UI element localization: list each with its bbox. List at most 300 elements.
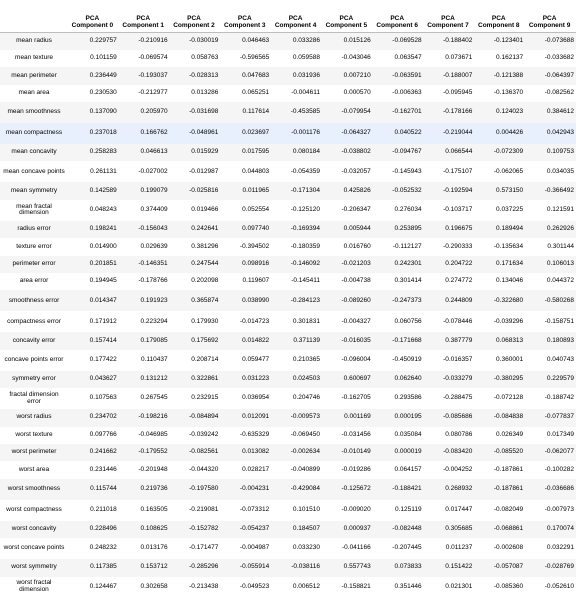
table-cell: 0.106013 [546, 259, 574, 267]
table-cell: -0.198216 [138, 413, 168, 421]
table-cell: -0.112127 [392, 242, 422, 250]
table-cell: 0.175692 [191, 336, 219, 344]
table-cell: 0.000570 [343, 88, 371, 96]
table-cell: -0.219081 [189, 505, 219, 513]
table-cell: -0.635329 [239, 430, 270, 438]
table-cell: 0.166762 [140, 129, 168, 137]
row-label: worst symmetry [11, 563, 57, 571]
table-cell: 0.231446 [89, 465, 117, 473]
index-header [0, 0, 68, 33]
table-cell: -0.040899 [290, 465, 320, 473]
table-cell: 0.204722 [445, 259, 473, 267]
table-cell: 0.119607 [242, 277, 270, 285]
table-row [0, 144, 576, 161]
table-cell: 0.098916 [242, 259, 270, 267]
table-cell: 0.205970 [140, 108, 168, 116]
table-cell: 0.080184 [292, 148, 320, 156]
table-row [0, 521, 576, 538]
table-cell: 0.351446 [394, 582, 422, 590]
table-cell: -0.021203 [341, 259, 371, 267]
table-cell: 0.244809 [445, 296, 473, 304]
table-cell: -0.049523 [239, 582, 270, 590]
table-cell: -0.136370 [493, 88, 524, 96]
table-cell: -0.078446 [443, 317, 473, 325]
table-cell: 0.059588 [292, 54, 320, 62]
table-cell: -0.095945 [443, 88, 473, 96]
table-cell: -0.004611 [291, 88, 320, 96]
table-cell: 0.033286 [292, 37, 320, 45]
table-cell: 0.248232 [89, 544, 117, 552]
table-cell: 0.151422 [445, 563, 473, 571]
table-cell: 0.210365 [292, 355, 320, 363]
table-cell: 0.063547 [394, 54, 422, 62]
table-cell: 0.044372 [546, 277, 574, 285]
table-row [0, 479, 576, 500]
table-cell: 0.037225 [496, 205, 524, 213]
table-cell: 0.013286 [191, 88, 219, 96]
table-cell: -0.121388 [493, 71, 524, 79]
table-row [0, 538, 576, 559]
table-cell: -0.206347 [341, 205, 371, 213]
table-cell: -0.145943 [392, 167, 422, 175]
table-cell: 0.115744 [90, 484, 117, 492]
table-cell: 0.258283 [89, 148, 117, 156]
table-cell: 0.162137 [496, 54, 524, 62]
table-cell: 0.234702 [89, 413, 117, 421]
table-cell: -0.019286 [341, 465, 371, 473]
table-row [0, 238, 576, 255]
table-row [0, 123, 576, 144]
table-row [0, 332, 576, 349]
table-cell: 0.387779 [445, 336, 473, 344]
table-cell: -0.073688 [544, 37, 574, 45]
table-cell: 0.047683 [242, 71, 270, 79]
table-cell: 0.211018 [90, 505, 117, 513]
table-cell: 0.101510 [292, 505, 320, 513]
table-cell: -0.193037 [138, 71, 168, 79]
row-label: smoothness error [8, 296, 60, 304]
table-cell: -0.069574 [138, 54, 168, 62]
table-cell: 0.117614 [242, 108, 270, 116]
table-cell: -0.007973 [544, 505, 574, 513]
table-cell: 0.124023 [496, 108, 524, 116]
table-cell: 0.065251 [242, 88, 270, 96]
table-cell: 0.237018 [89, 129, 117, 137]
table-cell: 0.013176 [140, 544, 168, 552]
table-cell: -0.057087 [493, 563, 524, 571]
table-cell: -0.004738 [341, 277, 371, 285]
table-cell: 0.073671 [445, 54, 473, 62]
table-cell: -0.064327 [341, 129, 371, 137]
table-cell: -0.123401 [493, 37, 524, 45]
table-cell: 0.097740 [242, 225, 270, 233]
table-cell: -0.002634 [290, 448, 320, 456]
row-label: mean concavity [11, 148, 57, 156]
row-label: radius error [17, 225, 51, 233]
table-cell: -0.145411 [291, 277, 320, 285]
table-cell: 0.253895 [394, 225, 422, 233]
table-row [0, 444, 576, 461]
table-cell: -0.146092 [290, 259, 320, 267]
table-cell: 0.223294 [140, 317, 168, 325]
column-header: PCA Component 0 [68, 0, 119, 33]
table-cell: -0.394502 [239, 242, 270, 250]
column-header: PCA Component 9 [525, 0, 576, 33]
row-label: mean fractal dimension [16, 202, 52, 217]
table-cell: -0.069450 [290, 430, 320, 438]
table-cell: 0.137090 [89, 108, 117, 116]
table-cell: 0.262926 [546, 225, 574, 233]
table-cell: 0.014347 [89, 296, 117, 304]
table-cell: 0.157414 [89, 336, 117, 344]
table-cell: -0.096004 [341, 355, 371, 363]
table-cell: 0.097766 [89, 430, 117, 438]
table-cell: -0.290333 [443, 242, 473, 250]
table-cell: 0.600697 [343, 375, 371, 383]
table-cell: 0.202098 [191, 277, 219, 285]
table-cell: 0.011237 [445, 544, 473, 552]
table-cell: 0.062640 [394, 375, 422, 383]
table-cell: -0.210916 [138, 37, 168, 45]
table-cell: 0.184507 [292, 525, 320, 533]
table-cell: 0.014822 [242, 336, 270, 344]
table-cell: 0.016760 [343, 242, 371, 250]
row-label: worst radius [16, 413, 52, 421]
table-cell: 0.381296 [191, 242, 219, 250]
table-cell: 0.134046 [496, 277, 524, 285]
table-cell: 0.013082 [242, 448, 270, 456]
table-cell: -0.036686 [544, 484, 574, 492]
table-cell: -0.004327 [341, 317, 371, 325]
table-cell: -0.188742 [544, 394, 574, 402]
table-cell: -0.009573 [290, 413, 320, 421]
column-header: PCA Component 1 [119, 0, 170, 33]
table-cell: -0.009020 [341, 505, 371, 513]
table-cell: 0.073833 [394, 563, 422, 571]
table-cell: -0.197580 [189, 484, 219, 492]
row-label: texture error [16, 242, 52, 250]
table-cell: -0.083420 [443, 448, 473, 456]
table-cell: -0.429084 [290, 484, 320, 492]
table-row [0, 50, 576, 67]
table-cell: -0.082049 [493, 505, 524, 513]
table-cell: -0.033682 [544, 54, 574, 62]
table-cell: 0.040522 [394, 129, 422, 137]
table-row [0, 273, 576, 290]
table-cell: 0.125119 [394, 505, 422, 513]
table-cell: -0.028769 [544, 563, 574, 571]
table-cell: -0.085520 [493, 448, 524, 456]
row-label: mean smoothness [7, 108, 61, 116]
table-cell: 0.042943 [546, 129, 574, 137]
table-cell: 0.028217 [242, 465, 270, 473]
table-cell: -0.055914 [239, 563, 270, 571]
table-cell: -0.046985 [138, 430, 168, 438]
table-cell: -0.450919 [392, 355, 422, 363]
table-cell: 0.242301 [394, 259, 422, 267]
table-cell: 0.198241 [89, 225, 117, 233]
table-cell: 0.199079 [140, 186, 168, 194]
table-cell: -0.012987 [189, 167, 219, 175]
table-cell: -0.039296 [493, 317, 524, 325]
row-label: mean texture [15, 54, 53, 62]
table-cell: 0.371139 [293, 336, 320, 344]
row-label: area error [19, 277, 49, 285]
table-cell: 0.236449 [89, 71, 117, 79]
table-cell: -0.380295 [493, 375, 524, 383]
table-cell: -0.004252 [443, 465, 473, 473]
table-row [0, 290, 576, 311]
table-row [0, 182, 576, 199]
table-cell: -0.079954 [341, 108, 371, 116]
table-cell: 0.040743 [546, 355, 574, 363]
table-cell: 0.017447 [445, 505, 473, 513]
row-label: worst texture [15, 430, 53, 438]
row-label: concave points error [4, 355, 64, 363]
row-label: worst perimeter [11, 448, 57, 456]
table-cell: 0.302658 [140, 582, 168, 590]
table-cell: 0.153712 [140, 563, 168, 571]
row-label: symmetry error [12, 375, 56, 383]
table-cell: -0.178166 [443, 108, 473, 116]
table-cell: -0.048961 [189, 129, 219, 137]
table-cell: -0.285296 [189, 563, 219, 571]
table-cell: 0.201851 [89, 259, 117, 267]
table-cell: 0.131212 [140, 375, 168, 383]
table-cell: -0.072128 [493, 394, 524, 402]
table-cell: -0.103717 [443, 205, 473, 213]
column-header: PCA Component 2 [170, 0, 221, 33]
table-cell: 0.109753 [546, 148, 574, 156]
table-cell: -0.187861 [493, 465, 524, 473]
table-cell: -0.178766 [138, 277, 168, 285]
table-cell: -0.031456 [341, 430, 371, 438]
table-cell: -0.322680 [493, 296, 524, 304]
table-cell: -0.068861 [493, 525, 524, 533]
table-cell: -0.039242 [189, 430, 219, 438]
table-cell: 0.017595 [242, 148, 270, 156]
table-cell: -0.014723 [239, 317, 270, 325]
table-cell: 0.032291 [546, 544, 574, 552]
table-cell: 0.048243 [89, 205, 117, 213]
table-cell: 0.000937 [343, 525, 371, 533]
table-cell: 0.052554 [242, 205, 270, 213]
table-cell: 0.023697 [242, 129, 270, 137]
table-cell: 0.229757 [89, 37, 117, 45]
column-header: PCA Component 4 [271, 0, 322, 33]
table-cell: 0.101159 [90, 54, 117, 62]
table-row [0, 33, 576, 50]
table-cell: 0.036954 [242, 394, 270, 402]
table-row [0, 67, 576, 84]
table-cell: 0.044803 [242, 167, 270, 175]
table-cell: -0.125672 [341, 484, 371, 492]
table-cell: -0.152782 [189, 525, 219, 533]
table-cell: -0.064397 [544, 71, 574, 79]
table-row [0, 350, 576, 371]
table-cell: -0.010149 [341, 448, 371, 456]
table-cell: 0.108625 [140, 525, 168, 533]
table-cell: 0.117385 [90, 563, 117, 571]
row-label: fractal dimension error [9, 390, 59, 405]
table-cell: -0.453585 [290, 108, 320, 116]
table-cell: 0.031223 [242, 375, 270, 383]
table-cell: -0.213438 [189, 582, 219, 590]
table-row [0, 221, 576, 238]
table-cell: 0.026349 [496, 430, 524, 438]
table-cell: -0.171668 [392, 336, 422, 344]
row-label: worst smoothness [7, 484, 61, 492]
table-cell: -0.158821 [341, 582, 371, 590]
table-cell: 0.171912 [89, 317, 117, 325]
table-cell: -0.043046 [341, 54, 371, 62]
table-cell: 0.046463 [242, 37, 270, 45]
table-cell: 0.177422 [89, 355, 117, 363]
table-cell: 0.267545 [140, 394, 168, 402]
table-cell: -0.031698 [189, 108, 219, 116]
table-cell: -0.288475 [443, 394, 473, 402]
table-cell: 0.004426 [496, 129, 524, 137]
table-cell: 0.365874 [191, 296, 219, 304]
row-label: compactness error [7, 317, 61, 325]
table-cell: -0.171304 [290, 186, 320, 194]
column-header: PCA Component 5 [322, 0, 373, 33]
table-row [0, 500, 576, 521]
table-cell: -0.084838 [493, 413, 524, 421]
table-cell: -0.002608 [493, 544, 524, 552]
table-cell: 0.219736 [140, 484, 168, 492]
table-row [0, 102, 576, 123]
table-cell: 0.194945 [89, 277, 117, 285]
table-cell: 0.180893 [546, 336, 574, 344]
table-cell: 0.274772 [445, 277, 473, 285]
table-cell: -0.052610 [544, 582, 574, 590]
table-cell: -0.188421 [392, 484, 422, 492]
table-cell: -0.219044 [443, 129, 473, 137]
table-cell: -0.135634 [493, 242, 524, 250]
table-cell: -0.038802 [341, 148, 371, 156]
table-cell: -0.089260 [341, 296, 371, 304]
table-row [0, 161, 576, 182]
row-label: worst compactness [6, 505, 62, 513]
table-cell: 0.301144 [547, 242, 574, 250]
table-cell: 0.033230 [292, 544, 320, 552]
table-cell: -0.082561 [189, 448, 219, 456]
column-header: PCA Component 8 [474, 0, 525, 33]
table-cell: -0.030019 [189, 37, 219, 45]
table-row [0, 85, 576, 102]
table-cell: 0.425826 [343, 186, 371, 194]
table-cell: 0.110437 [140, 355, 168, 363]
table-row [0, 559, 576, 576]
table-cell: 0.068313 [496, 336, 524, 344]
table-cell: -0.016357 [443, 355, 473, 363]
table-cell: 0.170074 [546, 525, 574, 533]
table-cell: 0.006512 [292, 582, 320, 590]
table-cell: 0.005944 [343, 225, 371, 233]
table-cell: 0.080786 [445, 430, 473, 438]
table-cell: 0.142589 [89, 186, 117, 194]
row-label: perimeter error [12, 259, 56, 267]
table-cell: -0.028313 [189, 71, 219, 79]
table-cell: 0.228496 [89, 525, 117, 533]
row-label: worst concavity [11, 525, 57, 533]
table-row [0, 461, 576, 478]
table-cell: 0.557743 [343, 563, 371, 571]
table-cell: 0.038990 [242, 296, 270, 304]
table-cell: 0.060756 [394, 317, 422, 325]
table-cell: 0.573150 [496, 186, 524, 194]
table-cell: -0.082448 [392, 525, 422, 533]
row-label: mean compactness [5, 129, 63, 137]
table-cell: 0.015929 [191, 148, 219, 156]
table-cell: 0.064157 [394, 465, 422, 473]
table-cell: 0.230530 [89, 88, 117, 96]
table-cell: -0.207445 [392, 544, 422, 552]
table-cell: 0.261131 [90, 167, 117, 175]
table-cell: 0.015126 [343, 37, 371, 45]
table-cell: -0.596565 [239, 54, 270, 62]
table-cell: -0.082562 [544, 88, 574, 96]
table-cell: -0.052532 [392, 186, 422, 194]
table-cell: -0.006363 [392, 88, 422, 96]
table-cell: -0.084894 [189, 413, 219, 421]
table-cell: 0.017349 [546, 430, 574, 438]
table-cell: -0.016035 [341, 336, 371, 344]
table-cell: -0.004231 [239, 484, 270, 492]
table-cell: -0.041166 [341, 544, 371, 552]
table-cell: 0.066544 [445, 148, 473, 156]
table-row [0, 427, 576, 444]
table-cell: 0.029639 [140, 242, 168, 250]
table-cell: 0.293586 [394, 394, 422, 402]
table-cell: 0.035084 [394, 430, 422, 438]
table-cell: -0.188007 [443, 71, 473, 79]
table-cell: -0.073312 [239, 505, 270, 513]
table-cell: 0.011965 [242, 186, 270, 194]
table-cell: -0.366492 [544, 186, 574, 194]
row-label: worst area [18, 465, 50, 473]
table-cell: -0.054359 [290, 167, 320, 175]
row-label: worst fractal dimension [16, 579, 52, 594]
table-row [0, 200, 576, 221]
table-cell: -0.100282 [544, 465, 574, 473]
table-row [0, 256, 576, 273]
table-cell: -0.247373 [392, 296, 422, 304]
table-cell: 0.196675 [445, 225, 473, 233]
table-cell: -0.069528 [392, 37, 422, 45]
table-cell: 0.171634 [496, 259, 524, 267]
table-cell: 0.179085 [140, 336, 168, 344]
table-cell: -0.085686 [443, 413, 473, 421]
table-cell: 0.322861 [191, 375, 219, 383]
table-cell: -0.004987 [239, 544, 270, 552]
table-cell: -0.158751 [544, 317, 574, 325]
table-cell: -0.580268 [544, 296, 574, 304]
table-cell: 0.276034 [394, 205, 422, 213]
row-label: mean concave points [3, 167, 65, 175]
table-cell: 0.059477 [242, 355, 270, 363]
table-cell: 0.058763 [191, 54, 219, 62]
row-label: mean area [18, 88, 50, 96]
table-cell: -0.201948 [138, 465, 168, 473]
table-cell: -0.054237 [239, 525, 270, 533]
table-cell: 0.191923 [140, 296, 168, 304]
table-cell: 0.384612 [546, 108, 574, 116]
row-label: mean symmetry [10, 186, 58, 194]
column-header: PCA Component 3 [220, 0, 271, 33]
table-cell: 0.121591 [546, 205, 574, 213]
